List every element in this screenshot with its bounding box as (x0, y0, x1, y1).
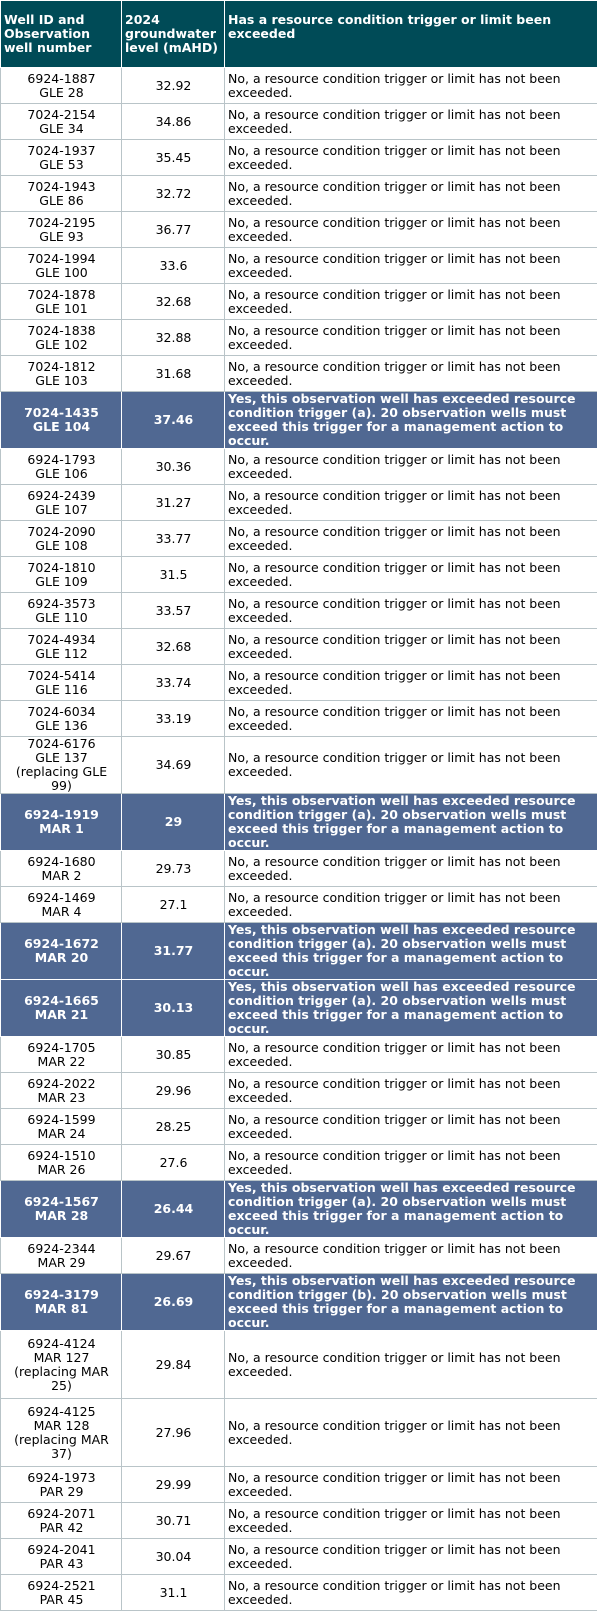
table-header (1, 1, 597, 68)
groundwater-level-cell: 31.27 (122, 485, 225, 521)
trigger-status-cell: No, a resource condition trigger or limit has not been exceeded. (225, 1575, 597, 1611)
groundwater-level-cell: 27.1 (122, 887, 225, 923)
well-id: 7024-1937 (4, 144, 119, 158)
observation-well-number: MAR 24 (4, 1127, 119, 1141)
header-trigger-exceeded: Has a resource condition trigger or limit been exceeded (225, 1, 597, 68)
trigger-status-cell: Yes, this observation well has exceeded resource condition trigger (a). 20 observation wells must exceed this trigger for a management action to occur. (225, 980, 597, 1037)
observation-well-number: MAR 22 (4, 1055, 119, 1069)
observation-well-number: GLE 137 (replacing GLE 99) (4, 751, 119, 793)
observation-well-number: PAR 43 (4, 1557, 119, 1571)
well-id-cell (1, 794, 122, 851)
well-id-cell (1, 1109, 122, 1145)
observation-well-number: GLE 34 (4, 122, 119, 136)
groundwater-level-cell: 33.74 (122, 665, 225, 701)
well-id-cell (1, 1274, 122, 1331)
table-row (1, 176, 597, 212)
table-row (1, 485, 597, 521)
observation-well-number: PAR 45 (4, 1593, 119, 1607)
groundwater-level-cell: 33.57 (122, 593, 225, 629)
trigger-status-cell: No, a resource condition trigger or limit has not been exceeded. (225, 1331, 597, 1399)
table-row (1, 1503, 597, 1539)
observation-well-number: PAR 42 (4, 1521, 119, 1535)
observation-well-number: GLE 106 (4, 467, 119, 481)
well-id: 6924-4124 (4, 1337, 119, 1351)
well-id-cell (1, 923, 122, 980)
table-row (1, 665, 597, 701)
groundwater-level-cell: 29.67 (122, 1238, 225, 1274)
well-id: 6924-1919 (4, 808, 119, 822)
observation-well-number: MAR 4 (4, 905, 119, 919)
well-id-cell (1, 485, 122, 521)
groundwater-level-cell: 31.77 (122, 923, 225, 980)
trigger-status-cell: No, a resource condition trigger or limit has not been exceeded. (225, 176, 597, 212)
observation-well-number: GLE 107 (4, 503, 119, 517)
groundwater-level-cell: 29.73 (122, 851, 225, 887)
trigger-status-cell: No, a resource condition trigger or limit has not been exceeded. (225, 1238, 597, 1274)
groundwater-level-cell: 37.46 (122, 392, 225, 449)
table-row (1, 1539, 597, 1575)
well-id-cell (1, 737, 122, 794)
groundwater-level-cell: 32.68 (122, 284, 225, 320)
well-id-cell (1, 284, 122, 320)
trigger-status-cell: Yes, this observation well has exceeded resource condition trigger (a). 20 observation wells must exceed this trigger for a management action to occur. (225, 923, 597, 980)
groundwater-level-cell: 29.84 (122, 1331, 225, 1399)
table-row (1, 593, 597, 629)
observation-well-number: MAR 23 (4, 1091, 119, 1105)
trigger-status-cell: No, a resource condition trigger or limit has not been exceeded. (225, 701, 597, 737)
well-id: 6924-2521 (4, 1579, 119, 1593)
groundwater-level-cell: 32.92 (122, 68, 225, 104)
table-row (1, 1145, 597, 1181)
well-id: 7024-2195 (4, 216, 119, 230)
well-id: 7024-1810 (4, 561, 119, 575)
well-id: 6924-2022 (4, 1077, 119, 1091)
table-body (1, 68, 597, 1611)
observation-well-number: GLE 101 (4, 302, 119, 316)
trigger-status-cell: No, a resource condition trigger or limit has not been exceeded. (225, 521, 597, 557)
groundwater-level-cell: 34.86 (122, 104, 225, 140)
well-id-cell (1, 1238, 122, 1274)
groundwater-level-cell: 26.44 (122, 1181, 225, 1238)
trigger-status-cell: No, a resource condition trigger or limit has not been exceeded. (225, 887, 597, 923)
well-id: 7024-1435 (4, 406, 119, 420)
observation-well-number: MAR 29 (4, 1256, 119, 1270)
groundwater-level-cell: 34.69 (122, 737, 225, 794)
table-row (1, 248, 597, 284)
observation-well-number: GLE 112 (4, 647, 119, 661)
trigger-status-cell: No, a resource condition trigger or limit has not been exceeded. (225, 1037, 597, 1073)
table-row (1, 1575, 597, 1611)
table-row (1, 1073, 597, 1109)
well-id-cell (1, 356, 122, 392)
table-row (1, 980, 597, 1037)
table-row (1, 68, 597, 104)
table-row (1, 356, 597, 392)
well-id-cell (1, 104, 122, 140)
trigger-status-cell: No, a resource condition trigger or limit has not been exceeded. (225, 1467, 597, 1503)
groundwater-level-cell: 29 (122, 794, 225, 851)
trigger-status-cell: No, a resource condition trigger or limit has not been exceeded. (225, 629, 597, 665)
trigger-status-cell: No, a resource condition trigger or limit has not been exceeded. (225, 1073, 597, 1109)
well-id: 6924-1469 (4, 891, 119, 905)
well-id: 6924-1793 (4, 453, 119, 467)
groundwater-level-cell: 36.77 (122, 212, 225, 248)
observation-well-number: GLE 109 (4, 575, 119, 589)
table-row (1, 629, 597, 665)
groundwater-level-cell: 32.68 (122, 629, 225, 665)
well-id: 7024-1943 (4, 180, 119, 194)
well-id-cell (1, 1073, 122, 1109)
observation-well-number: MAR 127 (replacing MAR 25) (4, 1351, 119, 1393)
observation-well-number: MAR 128 (replacing MAR 37) (4, 1419, 119, 1461)
table-row (1, 392, 597, 449)
well-id-cell (1, 557, 122, 593)
groundwater-level-cell: 28.25 (122, 1109, 225, 1145)
trigger-status-cell: No, a resource condition trigger or limit has not been exceeded. (225, 320, 597, 356)
well-id: 6924-3573 (4, 597, 119, 611)
table-row (1, 557, 597, 593)
well-id: 6924-1680 (4, 855, 119, 869)
well-id-cell (1, 593, 122, 629)
observation-well-number: MAR 26 (4, 1163, 119, 1177)
well-id: 7024-1838 (4, 324, 119, 338)
observation-well-number: GLE 108 (4, 539, 119, 553)
groundwater-level-cell: 27.6 (122, 1145, 225, 1181)
well-id-cell (1, 392, 122, 449)
well-id-cell (1, 1399, 122, 1467)
well-id: 7024-6176 (4, 737, 119, 751)
trigger-status-cell: No, a resource condition trigger or limit has not been exceeded. (225, 140, 597, 176)
well-id-cell (1, 212, 122, 248)
groundwater-level-cell: 32.72 (122, 176, 225, 212)
groundwater-level-cell: 26.69 (122, 1274, 225, 1331)
trigger-status-cell: No, a resource condition trigger or limit has not been exceeded. (225, 485, 597, 521)
well-id-cell (1, 320, 122, 356)
trigger-status-cell: No, a resource condition trigger or limit has not been exceeded. (225, 284, 597, 320)
groundwater-level-cell: 30.04 (122, 1539, 225, 1575)
well-id-cell (1, 521, 122, 557)
trigger-status-cell: No, a resource condition trigger or limit has not been exceeded. (225, 248, 597, 284)
groundwater-level-cell: 32.88 (122, 320, 225, 356)
header-well-id: Well ID and Observation well number (1, 1, 122, 68)
trigger-status-cell: No, a resource condition trigger or limit has not been exceeded. (225, 1145, 597, 1181)
table-row (1, 1399, 597, 1467)
observation-well-number: PAR 29 (4, 1485, 119, 1499)
table-row (1, 1274, 597, 1331)
trigger-status-cell: No, a resource condition trigger or limit has not been exceeded. (225, 449, 597, 485)
well-id-cell (1, 1331, 122, 1399)
header-groundwater-level: 2024 groundwater level (mAHD) (122, 1, 225, 68)
groundwater-level-cell: 31.1 (122, 1575, 225, 1611)
well-id-cell (1, 1575, 122, 1611)
well-id-cell (1, 140, 122, 176)
trigger-status-cell: No, a resource condition trigger or limit has not been exceeded. (225, 212, 597, 248)
well-id-cell (1, 176, 122, 212)
trigger-status-cell: Yes, this observation well has exceeded resource condition trigger (a). 20 observation wells must exceed this trigger for a management action to occur. (225, 392, 597, 449)
well-id: 7024-1812 (4, 360, 119, 374)
observation-well-number: GLE 28 (4, 86, 119, 100)
trigger-status-cell: Yes, this observation well has exceeded resource condition trigger (b). 20 observation wells must exceed this trigger for a management action to occur. (225, 1274, 597, 1331)
well-id: 6924-4125 (4, 1405, 119, 1419)
table-row (1, 449, 597, 485)
well-id-cell (1, 701, 122, 737)
well-id: 6924-1567 (4, 1195, 119, 1209)
table-row (1, 794, 597, 851)
table-row (1, 737, 597, 794)
well-id-cell (1, 887, 122, 923)
table-row (1, 1331, 597, 1399)
well-id-cell (1, 449, 122, 485)
well-id: 7024-5414 (4, 669, 119, 683)
table-row (1, 1467, 597, 1503)
well-id-cell (1, 851, 122, 887)
trigger-status-cell: No, a resource condition trigger or limit has not been exceeded. (225, 356, 597, 392)
groundwater-level-cell: 30.36 (122, 449, 225, 485)
well-id-cell (1, 1145, 122, 1181)
trigger-status-cell: No, a resource condition trigger or limit has not been exceeded. (225, 68, 597, 104)
trigger-status-cell: No, a resource condition trigger or limit has not been exceeded. (225, 851, 597, 887)
well-id-cell (1, 1503, 122, 1539)
observation-well-number: GLE 102 (4, 338, 119, 352)
trigger-status-cell: Yes, this observation well has exceeded resource condition trigger (a). 20 observation wells must exceed this trigger for a management action to occur. (225, 1181, 597, 1238)
observation-well-number: GLE 136 (4, 719, 119, 733)
table-row (1, 284, 597, 320)
well-id: 6924-1665 (4, 994, 119, 1008)
table-row (1, 104, 597, 140)
table-row (1, 887, 597, 923)
well-id: 6924-1973 (4, 1471, 119, 1485)
well-id-cell (1, 1037, 122, 1073)
well-id-cell (1, 665, 122, 701)
well-id-cell (1, 1539, 122, 1575)
well-id: 6924-2344 (4, 1242, 119, 1256)
observation-well-number: MAR 81 (4, 1302, 119, 1316)
groundwater-level-cell: 33.77 (122, 521, 225, 557)
trigger-status-cell: No, a resource condition trigger or limit has not been exceeded. (225, 1109, 597, 1145)
trigger-status-cell: No, a resource condition trigger or limit has not been exceeded. (225, 737, 597, 794)
well-id: 7024-1878 (4, 288, 119, 302)
table-row (1, 320, 597, 356)
well-id-cell (1, 68, 122, 104)
well-id: 7024-2154 (4, 108, 119, 122)
table-row (1, 521, 597, 557)
table-row (1, 851, 597, 887)
well-id: 7024-1994 (4, 252, 119, 266)
well-id: 6924-1510 (4, 1149, 119, 1163)
table-row (1, 1037, 597, 1073)
well-id: 6924-2041 (4, 1543, 119, 1557)
groundwater-level-cell: 31.5 (122, 557, 225, 593)
well-id-cell (1, 248, 122, 284)
trigger-status-cell: No, a resource condition trigger or limit has not been exceeded. (225, 1503, 597, 1539)
well-id: 6924-2071 (4, 1507, 119, 1521)
table-row (1, 1109, 597, 1145)
groundwater-level-cell: 31.68 (122, 356, 225, 392)
observation-well-number: GLE 53 (4, 158, 119, 172)
observation-well-number: MAR 20 (4, 951, 119, 965)
table-row (1, 923, 597, 980)
table-row (1, 1181, 597, 1238)
header-row (1, 1, 597, 68)
observation-well-number: GLE 103 (4, 374, 119, 388)
trigger-status-cell: No, a resource condition trigger or limit has not been exceeded. (225, 104, 597, 140)
trigger-status-cell: No, a resource condition trigger or limit has not been exceeded. (225, 1539, 597, 1575)
observation-well-number: GLE 104 (4, 420, 119, 434)
observation-well-number: MAR 28 (4, 1209, 119, 1223)
well-id: 7024-4934 (4, 633, 119, 647)
observation-well-number: GLE 86 (4, 194, 119, 208)
groundwater-level-cell: 30.13 (122, 980, 225, 1037)
groundwater-level-cell: 35.45 (122, 140, 225, 176)
observation-well-number: GLE 116 (4, 683, 119, 697)
trigger-status-cell: No, a resource condition trigger or limit has not been exceeded. (225, 1399, 597, 1467)
groundwater-level-cell: 33.19 (122, 701, 225, 737)
groundwater-level-cell: 27.96 (122, 1399, 225, 1467)
well-id: 6924-3179 (4, 1288, 119, 1302)
trigger-status-cell: Yes, this observation well has exceeded resource condition trigger (a). 20 observation wells must exceed this trigger for a management action to occur. (225, 794, 597, 851)
well-id: 7024-2090 (4, 525, 119, 539)
table-row (1, 140, 597, 176)
well-id: 6924-1672 (4, 937, 119, 951)
groundwater-level-cell: 29.96 (122, 1073, 225, 1109)
table-row (1, 212, 597, 248)
trigger-status-cell: No, a resource condition trigger or limit has not been exceeded. (225, 557, 597, 593)
table-row (1, 1238, 597, 1274)
observation-well-number: MAR 2 (4, 869, 119, 883)
observation-well-number: MAR 1 (4, 822, 119, 836)
trigger-status-cell: No, a resource condition trigger or limit has not been exceeded. (225, 593, 597, 629)
well-id-cell (1, 1467, 122, 1503)
observation-well-number: GLE 110 (4, 611, 119, 625)
groundwater-level-cell: 33.6 (122, 248, 225, 284)
well-id-cell (1, 980, 122, 1037)
groundwater-level-cell: 29.99 (122, 1467, 225, 1503)
well-id: 6924-1599 (4, 1113, 119, 1127)
well-id-cell (1, 629, 122, 665)
well-id: 6924-1887 (4, 72, 119, 86)
trigger-status-cell: No, a resource condition trigger or limit has not been exceeded. (225, 665, 597, 701)
observation-well-number: GLE 100 (4, 266, 119, 280)
groundwater-level-cell: 30.85 (122, 1037, 225, 1073)
table-row (1, 701, 597, 737)
well-id: 6924-2439 (4, 489, 119, 503)
well-id-cell (1, 1181, 122, 1238)
groundwater-level-cell: 30.71 (122, 1503, 225, 1539)
well-id: 7024-6034 (4, 705, 119, 719)
observation-well-number: GLE 93 (4, 230, 119, 244)
observation-well-number: MAR 21 (4, 1008, 119, 1022)
well-id: 6924-1705 (4, 1041, 119, 1055)
